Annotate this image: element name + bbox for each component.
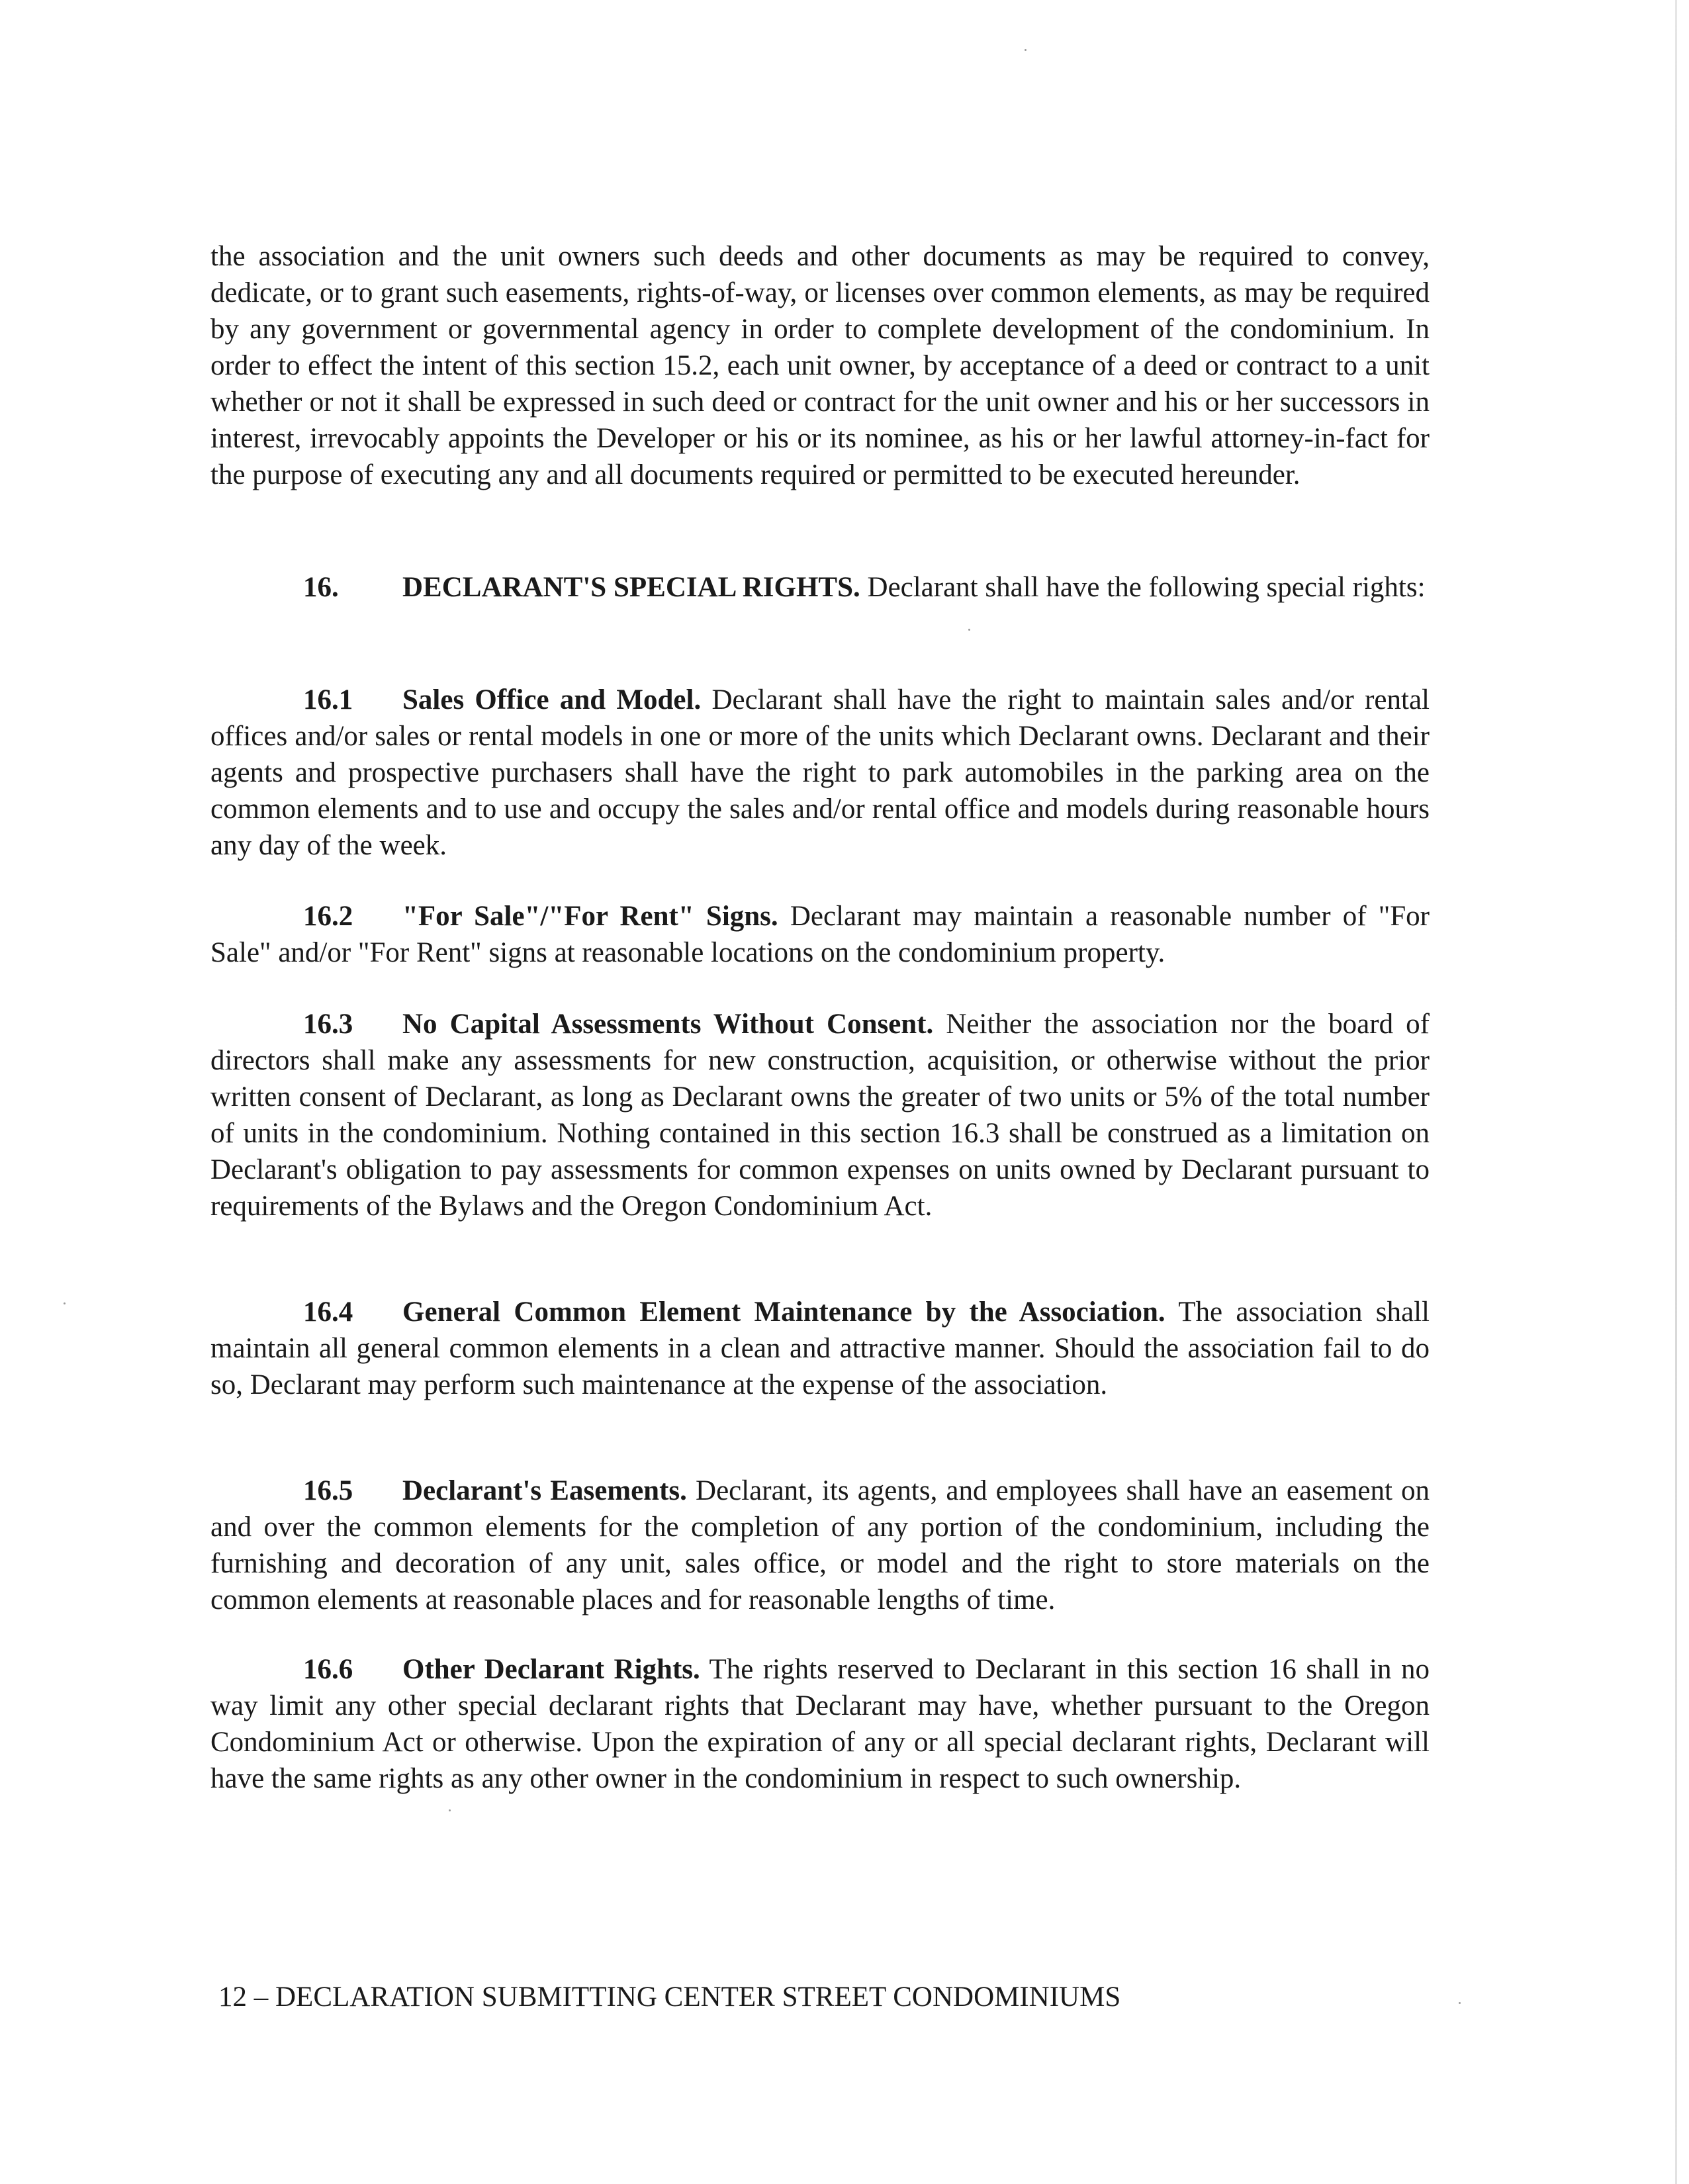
scan-speck [449,1809,451,1811]
subsection-16-4 [210,1294,1430,1403]
section-heading: DECLARANT'S SPECIAL RIGHTS. [402,572,860,603]
scan-speck [1459,2002,1461,2004]
subsection-number: 16.3 [303,1009,353,1040]
subsection-text: Neither the association nor the board of directors shall make any assessments for new construction, acquisition, or otherwise without the prior written consent of Declarant, as long as Declarant owns the greater of two units or 5% of the total number of units in the condominium. Nothing contained in this section 16.3 shall be construed as a limitation on Declarant's obligation to pay assessments for common expenses on units owned by Declarant pursuant to requirements of the Bylaws and the Oregon Condominium Act. [210,1009,1430,1222]
subsection-16-5 [210,1473,1430,1618]
subsection-text: The rights reserved to Declarant in this section 16 shall in no way limit any other special declarant rights that Declarant may have, whether pursuant to the Oregon Condominium Act or otherwise. Upon the expiration of any or all special declarant rights, Declarant will have the same rights as any other owner in the condominium in respect to such ownership. [210,1654,1430,1794]
subsection-number: 16.2 [303,901,353,932]
subsection-heading: Declarant's Easements. [402,1475,687,1506]
subsection-16-2 [210,898,1430,971]
subsection-heading: Sales Office and Model. [402,684,702,715]
subsection-heading: "For Sale"/"For Rent" Signs. [402,901,778,932]
section-text: Declarant shall have the following special rights: [867,572,1426,603]
scan-speck [1025,49,1027,51]
scan-edge [1675,0,1677,2184]
page-footer: 12 – DECLARATION SUBMITTING CENTER STREET CONDOMINIUMS [218,1981,1121,2013]
subsection-number: 16.1 [303,684,353,715]
subsection-text: The association shall maintain all general common elements in a clean and attractive manner. Should the association fail to do so, Declarant may perform such maintenance at the expense of the association. [210,1297,1430,1400]
subsection-text: Declarant may maintain a reasonable number of "For Sale" and/or "For Rent" signs at reasonable locations on the condominium property. [210,901,1430,968]
subsection-16-3 [210,1006,1430,1224]
subsection-16-1 [210,682,1430,864]
subsection-number: 16.5 [303,1475,353,1506]
subsection-number: 16.4 [303,1297,353,1328]
scan-speck [64,1302,66,1304]
subsection-heading: General Common Element Maintenance by the Association. [402,1297,1165,1328]
subsection-text: Declarant, its agents, and employees shall have an easement on and over the common elements for the completion of any portion of the condominium, including the furnishing and decoration of any unit, sales office, or model and the right to store materials on the common elements at reasonable places and for reasonable lengths of time. [210,1475,1430,1615]
subsection-text: Declarant shall have the right to maintain sales and/or rental offices and/or sales or rental models in one or more of the units which Declarant owns. Declarant and their agents and prospective purchasers shall have the right to park automobiles in the parking area on the common elements and to use and occupy the sales and/or rental office and models during reasonable hours any day of the week. [210,684,1430,861]
subsection-heading: No Capital Assessments Without Consent. [402,1009,934,1040]
subsection-number: 16.6 [303,1654,353,1685]
scan-speck [968,629,970,631]
subsection-16-6 [210,1651,1430,1797]
subsection-heading: Other Declarant Rights. [402,1654,700,1685]
intro-paragraph: the association and the unit owners such deeds and other documents as may be required to convey, dedicate, or to grant such easements, rights-of-way, or licenses over common elements, as may be required by any government or governmental agency in order to complete development of the condominium. In order to effect the intent of this section 15.2, each unit owner, by acceptance of a deed or contract to a unit whether or not it shall be expressed in such deed or contract for the unit owner and his or her successors in interest, irrevocably appoints the Developer or his or its nominee, as his or her lawful attorney-in-fact for the purpose of executing any and all documents required or permitted to be executed hereunder. [210,241,1430,490]
section-number: 16. [303,572,339,603]
section-16 [210,569,1430,606]
